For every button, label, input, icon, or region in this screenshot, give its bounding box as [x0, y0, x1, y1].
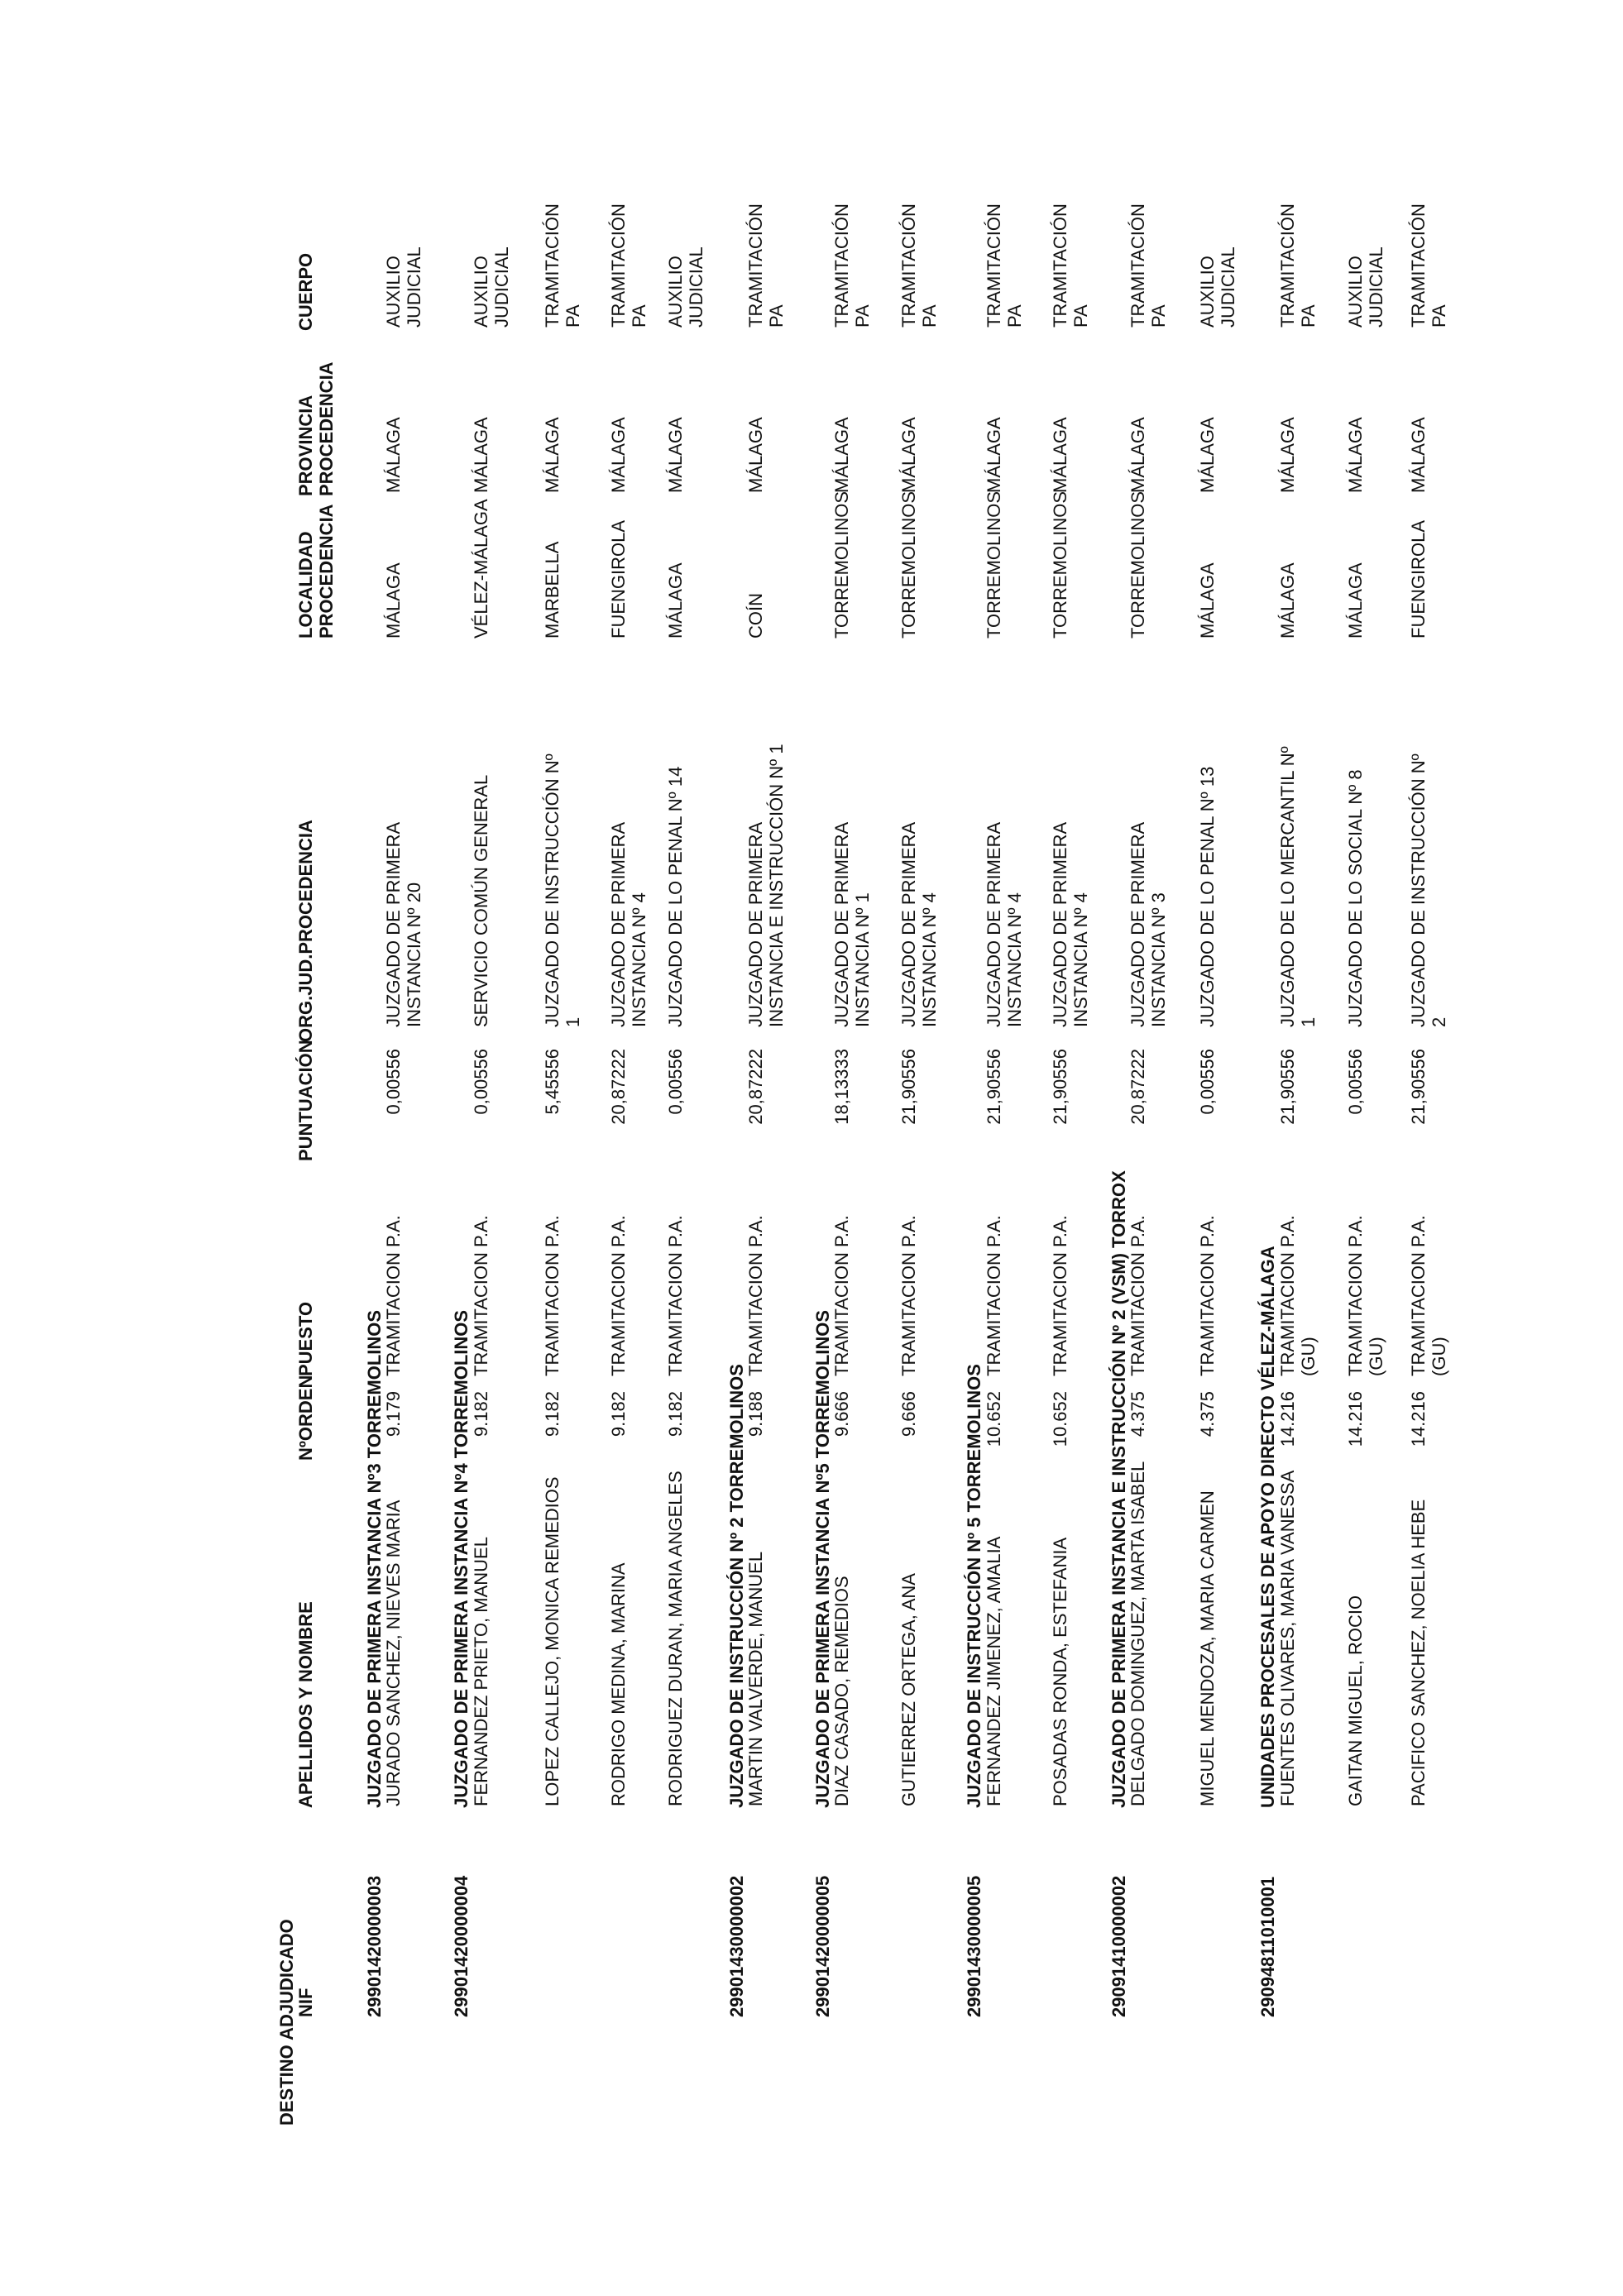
cell-orden: 9.188: [745, 1391, 766, 1437]
cell-provincia: MÁLAGA: [471, 417, 491, 493]
cell-nombre: GUTIERREZ ORTEGA, ANA: [898, 1573, 919, 1806]
cell-provincia: MÁLAGA: [383, 417, 404, 493]
col-header-organo: ORG.JUD.PROCEDENCIA: [295, 820, 316, 1042]
cell-puesto: TRAMITACION P.A.: [745, 1215, 766, 1376]
group-name: JUZGADO DE PRIMERA INSTANCIA Nº3 TORREMOLINOS: [364, 1309, 385, 1808]
cell-orden: 14.216: [1277, 1391, 1298, 1447]
cell-nombre: POSADAS RONDA, ESTEFANIA: [1050, 1537, 1070, 1806]
cell-cuerpo: AUXILIO JUDICIAL: [383, 246, 424, 328]
cell-puntuacion: 20,87222: [745, 1049, 766, 1125]
cell-puntuacion: 0,00556: [665, 1049, 686, 1115]
cell-puntuacion: 21,90556: [1277, 1049, 1298, 1125]
cell-localidad: TORREMOLINOS: [898, 490, 919, 639]
cell-organo: JUZGADO DE PRIMERA INSTANCIA Nº 4: [898, 821, 940, 1027]
cell-nombre: DIAZ CASADO, REMEDIOS: [831, 1576, 852, 1806]
cell-provincia: MÁLAGA: [542, 417, 563, 493]
cell-puntuacion: 0,00556: [1345, 1049, 1366, 1115]
cell-nombre: PACIFICO SANCHEZ, NOELIA HEBE: [1408, 1499, 1429, 1806]
cell-localidad: TORREMOLINOS: [984, 490, 1004, 639]
col-header-nombre: APELLIDOS Y NOMBRE: [295, 1601, 316, 1808]
cell-orden: 10.652: [1050, 1391, 1070, 1447]
cell-puntuacion: 20,87222: [1127, 1049, 1148, 1125]
cell-puntuacion: 0,00556: [471, 1049, 491, 1115]
cell-provincia: MÁLAGA: [1277, 417, 1298, 493]
cell-localidad: MÁLAGA: [1197, 562, 1218, 639]
cell-puesto: TRAMITACION P.A.: [383, 1215, 404, 1376]
cell-puntuacion: 20,87222: [608, 1049, 629, 1125]
cell-cuerpo: TRAMITACIÓN PA: [1127, 203, 1169, 328]
cell-cuerpo: AUXILIO JUDICIAL: [471, 246, 512, 328]
col-header-localidad: LOCALIDAD PROCEDENCIA: [295, 504, 337, 639]
cell-organo: JUZGADO DE INSTRUCCIÓN Nº 1: [542, 753, 583, 1027]
cell-organo: JUZGADO DE LO MERCANTIL Nº 1: [1277, 746, 1319, 1027]
cell-puesto: TRAMITACION P.A.: [1197, 1215, 1218, 1376]
cell-nombre: JURADO SANCHEZ, NIEVES MARIA: [383, 1500, 404, 1806]
cell-cuerpo: TRAMITACIÓN PA: [542, 203, 583, 328]
cell-provincia: MÁLAGA: [1345, 417, 1366, 493]
cell-nombre: DELGADO DOMINGUEZ, MARTA ISABEL: [1127, 1461, 1148, 1806]
cell-puesto: TRAMITACION P.A.: [608, 1215, 629, 1376]
cell-provincia: MÁLAGA: [984, 417, 1004, 493]
cell-localidad: MARBELLA: [542, 541, 563, 639]
cell-puntuacion: 21,90556: [1050, 1049, 1070, 1125]
cell-localidad: TORREMOLINOS: [1127, 490, 1148, 639]
cell-provincia: MÁLAGA: [898, 417, 919, 493]
group-name: JUZGADO DE PRIMERA INSTANCIA E INSTRUCCIÓN Nº 2 (VSM) TORROX: [1108, 1170, 1129, 1808]
cell-organo: JUZGADO DE INSTRUCCIÓN Nº 2: [1408, 753, 1449, 1027]
cell-cuerpo: TRAMITACIÓN PA: [898, 203, 940, 328]
cell-cuerpo: AUXILIO JUDICIAL: [1197, 246, 1238, 328]
group-name: JUZGADO DE PRIMERA INSTANCIA Nº4 TORREMOLINOS: [451, 1309, 472, 1808]
cell-organo: JUZGADO DE PRIMERA INSTANCIA Nº 4: [984, 821, 1025, 1027]
cell-localidad: TORREMOLINOS: [1050, 490, 1070, 639]
cell-nombre: FUENTES OLIVARES, MARIA VANESSA: [1277, 1470, 1298, 1806]
cell-puesto: TRAMITACION P.A.: [984, 1215, 1004, 1376]
cell-organo: SERVICIO COMÚN GENERAL: [471, 774, 491, 1027]
cell-puntuacion: 21,90556: [898, 1049, 919, 1125]
group-code: 29091410000002: [1108, 1875, 1129, 2017]
group-code: 29901420000005: [812, 1875, 833, 2017]
cell-cuerpo: TRAMITACIÓN PA: [1277, 203, 1319, 328]
cell-orden: 9.666: [831, 1391, 852, 1437]
cell-nombre: RODRIGUEZ DURAN, MARIA ANGELES: [665, 1471, 686, 1806]
cell-puntuacion: 21,90556: [984, 1049, 1004, 1125]
cell-orden: 4.375: [1197, 1391, 1218, 1437]
cell-puesto: TRAMITACION P.A. (GU): [1277, 1215, 1319, 1376]
cell-organo: JUZGADO DE LO PENAL Nº 14: [665, 766, 686, 1027]
col-header-provincia: PROVINCIA PROCEDENCIA: [295, 361, 337, 496]
cell-nombre: MIGUEL MENDOZA, MARIA CARMEN: [1197, 1490, 1218, 1806]
cell-puesto: TRAMITACION P.A. (GU): [1345, 1215, 1386, 1376]
cell-orden: 9.182: [665, 1391, 686, 1437]
cell-provincia: MÁLAGA: [665, 417, 686, 493]
group-code: 29094811010001: [1257, 1876, 1278, 2017]
col-header-nif: NIF: [295, 1987, 316, 2017]
cell-puntuacion: 21,90556: [1408, 1049, 1429, 1125]
cell-puesto: TRAMITACION P.A.: [542, 1215, 563, 1376]
cell-orden: 9.182: [608, 1391, 629, 1437]
cell-puntuacion: 0,00556: [383, 1049, 404, 1115]
cell-cuerpo: AUXILIO JUDICIAL: [665, 246, 706, 328]
cell-organo: JUZGADO DE PRIMERA INSTANCIA Nº 3: [1127, 821, 1169, 1027]
cell-organo: JUZGADO DE LO PENAL Nº 13: [1197, 766, 1218, 1027]
cell-provincia: MÁLAGA: [745, 417, 766, 493]
cell-localidad: TORREMOLINOS: [831, 490, 852, 639]
cell-organo: JUZGADO DE PRIMERA INSTANCIA Nº 20: [383, 821, 424, 1027]
cell-nombre: LOPEZ CALLEJO, MONICA REMEDIOS: [542, 1476, 563, 1806]
cell-cuerpo: TRAMITACIÓN PA: [1408, 203, 1449, 328]
cell-orden: 9.182: [542, 1391, 563, 1437]
cell-nombre: RODRIGO MEDINA, MARINA: [608, 1562, 629, 1806]
cell-organo: JUZGADO DE LO SOCIAL Nº 8: [1345, 769, 1366, 1027]
cell-puesto: TRAMITACION P.A.: [1127, 1215, 1148, 1376]
cell-orden: 9.179: [383, 1391, 404, 1437]
cell-localidad: MÁLAGA: [1345, 562, 1366, 639]
cell-orden: 9.666: [898, 1391, 919, 1437]
cell-provincia: MÁLAGA: [1050, 417, 1070, 493]
cell-puesto: TRAMITACION P.A.: [831, 1215, 852, 1376]
group-code: 29901430000005: [964, 1875, 984, 2017]
group-name: JUZGADO DE PRIMERA INSTANCIA Nº5 TORREMOLINOS: [812, 1309, 833, 1808]
cell-provincia: MÁLAGA: [1408, 417, 1429, 493]
page-title: DESTINO ADJUDICADO: [276, 1919, 297, 2126]
cell-orden: 10.652: [984, 1391, 1004, 1447]
group-name: UNIDADES PROCESALES DE APOYO DIRECTO VÉLEZ-MÁLAGA: [1257, 1246, 1278, 1808]
cell-localidad: VÉLEZ-MÁLAGA: [471, 499, 491, 639]
cell-puntuacion: 0,00556: [1197, 1049, 1218, 1115]
cell-nombre: FERNANDEZ PRIETO, MANUEL: [471, 1537, 491, 1806]
cell-provincia: MÁLAGA: [608, 417, 629, 493]
cell-puntuacion: 5,45556: [542, 1049, 563, 1115]
col-header-puntuacion: PUNTUACIÓN: [295, 1040, 316, 1161]
cell-provincia: MÁLAGA: [1127, 417, 1148, 493]
cell-cuerpo: AUXILIO JUDICIAL: [1345, 246, 1386, 328]
col-header-puesto: PUESTO: [295, 1301, 316, 1376]
cell-nombre: MARTIN VALVERDE, MANUEL: [745, 1551, 766, 1806]
col-header-cuerpo: CUERPO: [295, 252, 316, 331]
cell-orden: 14.216: [1345, 1391, 1366, 1447]
cell-puesto: TRAMITACION P.A.: [1050, 1215, 1070, 1376]
group-code: 29901420000004: [451, 1875, 472, 2017]
group-name: JUZGADO DE INSTRUCCIÓN Nº 2 TORREMOLINOS: [726, 1364, 747, 1808]
group-name: JUZGADO DE INSTRUCCIÓN Nº 5 TORREMOLINOS: [964, 1364, 984, 1808]
cell-puesto: TRAMITACION P.A.: [471, 1215, 491, 1376]
cell-orden: 4.375: [1127, 1391, 1148, 1437]
cell-localidad: MÁLAGA: [383, 562, 404, 639]
cell-puntuacion: 18,13333: [831, 1049, 852, 1125]
cell-cuerpo: TRAMITACIÓN PA: [984, 203, 1025, 328]
cell-localidad: FUENGIROLA: [608, 519, 629, 639]
cell-cuerpo: TRAMITACIÓN PA: [608, 203, 649, 328]
cell-localidad: MÁLAGA: [665, 562, 686, 639]
cell-puesto: TRAMITACION P.A. (GU): [1408, 1215, 1449, 1376]
cell-organo: JUZGADO DE PRIMERA INSTANCIA Nº 4: [1050, 821, 1091, 1027]
cell-nombre: GAITAN MIGUEL, ROCIO: [1345, 1595, 1366, 1806]
col-header-orden: NºORDEN: [295, 1375, 316, 1461]
cell-provincia: MÁLAGA: [831, 417, 852, 493]
cell-orden: 9.182: [471, 1391, 491, 1437]
cell-organo: JUZGADO DE PRIMERA INSTANCIA E INSTRUCCIÓN Nº 1: [745, 744, 787, 1027]
group-code: 29901420000003: [364, 1875, 385, 2017]
cell-localidad: MÁLAGA: [1277, 562, 1298, 639]
cell-puesto: TRAMITACION P.A.: [898, 1215, 919, 1376]
cell-cuerpo: TRAMITACIÓN PA: [831, 203, 873, 328]
cell-provincia: MÁLAGA: [1197, 417, 1218, 493]
cell-localidad: COÍN: [745, 593, 766, 639]
cell-organo: JUZGADO DE PRIMERA INSTANCIA Nº 1: [831, 821, 873, 1027]
cell-cuerpo: TRAMITACIÓN PA: [745, 203, 787, 328]
cell-orden: 14.216: [1408, 1391, 1429, 1447]
cell-puesto: TRAMITACION P.A.: [665, 1215, 686, 1376]
cell-organo: JUZGADO DE PRIMERA INSTANCIA Nº 4: [608, 821, 649, 1027]
cell-localidad: FUENGIROLA: [1408, 519, 1429, 639]
group-code: 29901430000002: [726, 1875, 747, 2017]
cell-cuerpo: TRAMITACIÓN PA: [1050, 203, 1091, 328]
cell-nombre: FERNANDEZ JIMENEZ, AMALIA: [984, 1536, 1004, 1806]
